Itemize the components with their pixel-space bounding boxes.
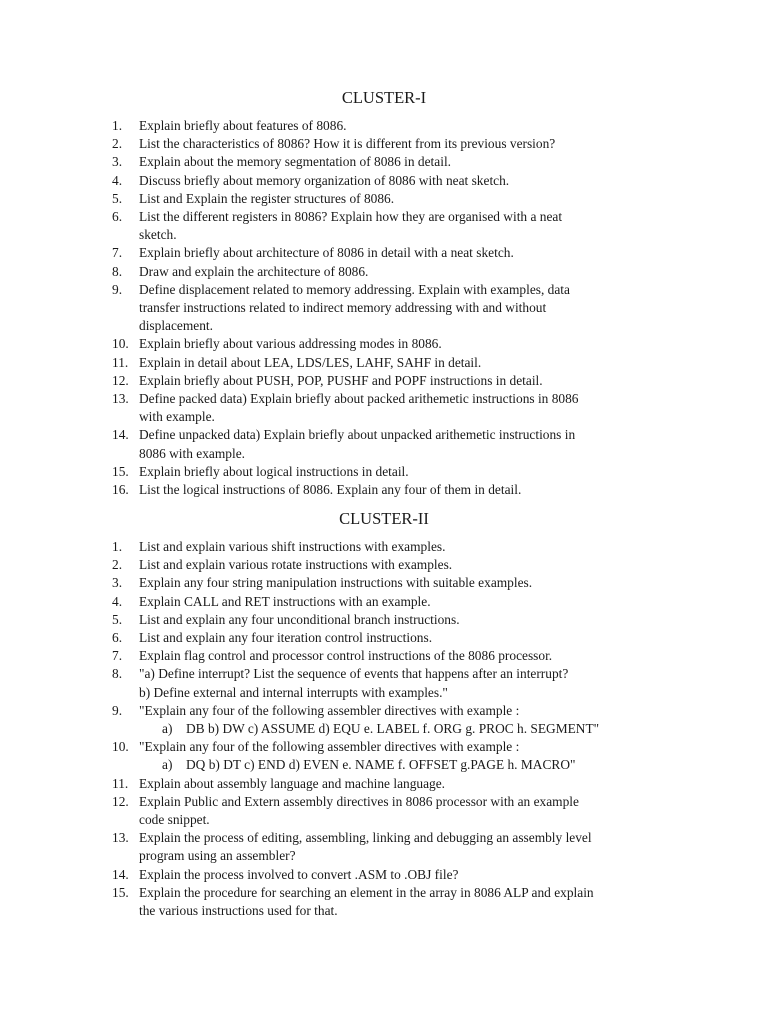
cluster-2-question-list bbox=[0, 538, 768, 920]
question-number: 4. bbox=[112, 593, 123, 609]
question-item bbox=[0, 775, 768, 793]
question-number: 5. bbox=[112, 190, 123, 206]
question-item bbox=[0, 665, 768, 701]
question-number: 14. bbox=[112, 866, 129, 882]
sub-option-text: DB b) DW c) ASSUME d) EQU e. LABEL f. ORG g. PROC h. SEGMENT" bbox=[186, 721, 600, 737]
question-text-line: Explain Public and Extern assembly directives in 8086 processor with an example bbox=[139, 793, 579, 809]
question-number: 6. bbox=[112, 209, 123, 225]
question-number: 10. bbox=[112, 336, 129, 352]
question-number: 9. bbox=[112, 281, 123, 297]
sub-option-label: a) bbox=[162, 721, 173, 737]
question-item bbox=[0, 702, 768, 738]
question-text-line: Explain briefly about features of 8086. bbox=[139, 118, 347, 133]
question-number: 15. bbox=[112, 884, 129, 900]
sub-option-line bbox=[139, 720, 678, 738]
question-number: 10. bbox=[112, 739, 129, 755]
question-item bbox=[0, 172, 768, 190]
question-number: 13. bbox=[112, 391, 129, 407]
cluster-2-heading: CLUSTER-II bbox=[339, 509, 429, 528]
question-item bbox=[0, 481, 768, 499]
cluster-1-question-list bbox=[0, 117, 768, 499]
question-item bbox=[0, 263, 768, 281]
question-item bbox=[0, 354, 768, 372]
question-number: 3. bbox=[112, 154, 123, 170]
question-number: 5. bbox=[112, 611, 123, 627]
question-item bbox=[0, 574, 768, 592]
question-item bbox=[0, 244, 768, 262]
question-text-line: List and explain various rotate instructions with examples. bbox=[139, 557, 453, 573]
question-number: 4. bbox=[112, 172, 123, 188]
question-item bbox=[0, 884, 768, 920]
question-item bbox=[0, 593, 768, 611]
question-text-line: Explain about the memory segmentation of 8086 in detail. bbox=[139, 154, 452, 170]
question-item bbox=[0, 463, 768, 481]
question-text-line: Explain the procedure for searching an element in the array in 8086 ALP and explain bbox=[139, 884, 594, 900]
question-item bbox=[0, 208, 768, 244]
question-text-line: Explain any four string manipulation instructions with suitable examples. bbox=[139, 575, 533, 591]
question-number: 11. bbox=[112, 354, 129, 370]
question-text-line: "a) Define interrupt? List the sequence of events that happens after an interrupt? bbox=[139, 666, 569, 682]
question-text-line: Define unpacked data) Explain briefly about unpacked arithemetic instructions in bbox=[139, 427, 576, 443]
question-number: 2. bbox=[112, 136, 123, 152]
question-item bbox=[0, 866, 768, 884]
question-item bbox=[0, 426, 768, 462]
question-text-line: program using an assembler? bbox=[139, 848, 296, 864]
question-number: 7. bbox=[112, 648, 123, 664]
question-number: 8. bbox=[112, 263, 123, 279]
question-text-line: transfer instructions related to indirect memory addressing with and without bbox=[139, 300, 547, 316]
question-text-line: Explain briefly about logical instructions in detail. bbox=[139, 463, 409, 479]
question-text-line: 8086 with example. bbox=[139, 445, 245, 461]
question-text-line: the various instructions used for that. bbox=[139, 903, 338, 919]
question-item bbox=[0, 629, 768, 647]
question-item bbox=[0, 190, 768, 208]
question-item bbox=[0, 153, 768, 171]
question-number: 2. bbox=[112, 557, 123, 573]
question-text-line: displacement. bbox=[139, 318, 213, 334]
question-text-line: Explain in detail about LEA, LDS/LES, LAHF, SAHF in detail. bbox=[139, 354, 482, 370]
question-text-line: code snippet. bbox=[139, 812, 210, 828]
question-text-line: "Explain any four of the following assembler directives with example : bbox=[139, 702, 520, 718]
question-number: 16. bbox=[112, 482, 129, 498]
question-text-line: sketch. bbox=[139, 227, 177, 243]
question-text-line: Define packed data) Explain briefly about packed arithemetic instructions in 8086 bbox=[139, 391, 579, 407]
question-number: 9. bbox=[112, 702, 123, 718]
question-text-line: Explain CALL and RET instructions with an example. bbox=[139, 593, 431, 609]
question-number: 14. bbox=[112, 427, 129, 443]
question-item bbox=[0, 335, 768, 353]
question-number: 12. bbox=[112, 793, 129, 809]
question-text-line: List the different registers in 8086? Explain how they are organised with a neat bbox=[139, 209, 563, 225]
question-text-line: Explain briefly about architecture of 8086 in detail with a neat sketch. bbox=[139, 245, 514, 261]
question-text-line: List and explain any four unconditional branch instructions. bbox=[139, 611, 460, 627]
cluster-1-heading: CLUSTER-I bbox=[341, 88, 427, 107]
question-item bbox=[0, 829, 768, 865]
question-number: 12. bbox=[112, 372, 129, 388]
question-item bbox=[0, 556, 768, 574]
question-number: 1. bbox=[112, 539, 123, 554]
sub-option-line bbox=[139, 756, 678, 774]
question-number: 11. bbox=[112, 775, 129, 791]
question-text-line: Discuss briefly about memory organization of 8086 with neat sketch. bbox=[139, 172, 510, 188]
question-item bbox=[0, 117, 768, 135]
question-text-line: Explain flag control and processor control instructions of the 8086 processor. bbox=[139, 648, 553, 664]
question-text-line: Explain briefly about various addressing modes in 8086. bbox=[139, 336, 442, 352]
question-item bbox=[0, 647, 768, 665]
question-text-line: List and explain any four iteration control instructions. bbox=[139, 630, 433, 646]
question-number: 3. bbox=[112, 575, 123, 591]
question-text-line: Define displacement related to memory addressing. Explain with examples, data bbox=[139, 281, 570, 297]
question-number: 1. bbox=[112, 118, 123, 133]
question-item bbox=[0, 372, 768, 390]
question-item bbox=[0, 538, 768, 556]
question-text-line: Explain the process of editing, assembling, linking and debugging an assembly level bbox=[139, 830, 592, 846]
question-text-line: List the characteristics of 8086? How it is different from its previous version? bbox=[139, 136, 556, 152]
sub-option-text: DQ b) DT c) END d) EVEN e. NAME f. OFFSET g.PAGE h. MACRO" bbox=[186, 757, 576, 773]
question-number: 6. bbox=[112, 630, 123, 646]
question-item bbox=[0, 281, 768, 336]
question-text-line: List and Explain the register structures of 8086. bbox=[139, 190, 395, 206]
question-number: 7. bbox=[112, 245, 123, 261]
question-item bbox=[0, 390, 768, 426]
question-number: 8. bbox=[112, 666, 123, 682]
question-text-line: List the logical instructions of 8086. Explain any four of them in detail. bbox=[139, 482, 522, 498]
question-text-line: Explain briefly about PUSH, POP, PUSHF and POPF instructions in detail. bbox=[139, 372, 543, 388]
question-text-line: List and explain various shift instructions with examples. bbox=[139, 539, 446, 554]
question-item bbox=[0, 135, 768, 153]
sub-option-label: a) bbox=[162, 757, 173, 773]
question-item bbox=[0, 611, 768, 629]
question-item bbox=[0, 793, 768, 829]
question-text-line: b) Define external and internal interrupts with examples." bbox=[139, 684, 448, 700]
question-text-line: Explain the process involved to convert .ASM to .OBJ file? bbox=[139, 866, 459, 882]
question-text-line: "Explain any four of the following assembler directives with example : bbox=[139, 739, 520, 755]
question-number: 13. bbox=[112, 830, 129, 846]
question-text-line: Draw and explain the architecture of 8086. bbox=[139, 263, 369, 279]
question-number: 15. bbox=[112, 463, 129, 479]
question-item bbox=[0, 738, 768, 774]
question-text-line: Explain about assembly language and machine language. bbox=[139, 775, 446, 791]
question-text-line: with example. bbox=[139, 409, 215, 425]
